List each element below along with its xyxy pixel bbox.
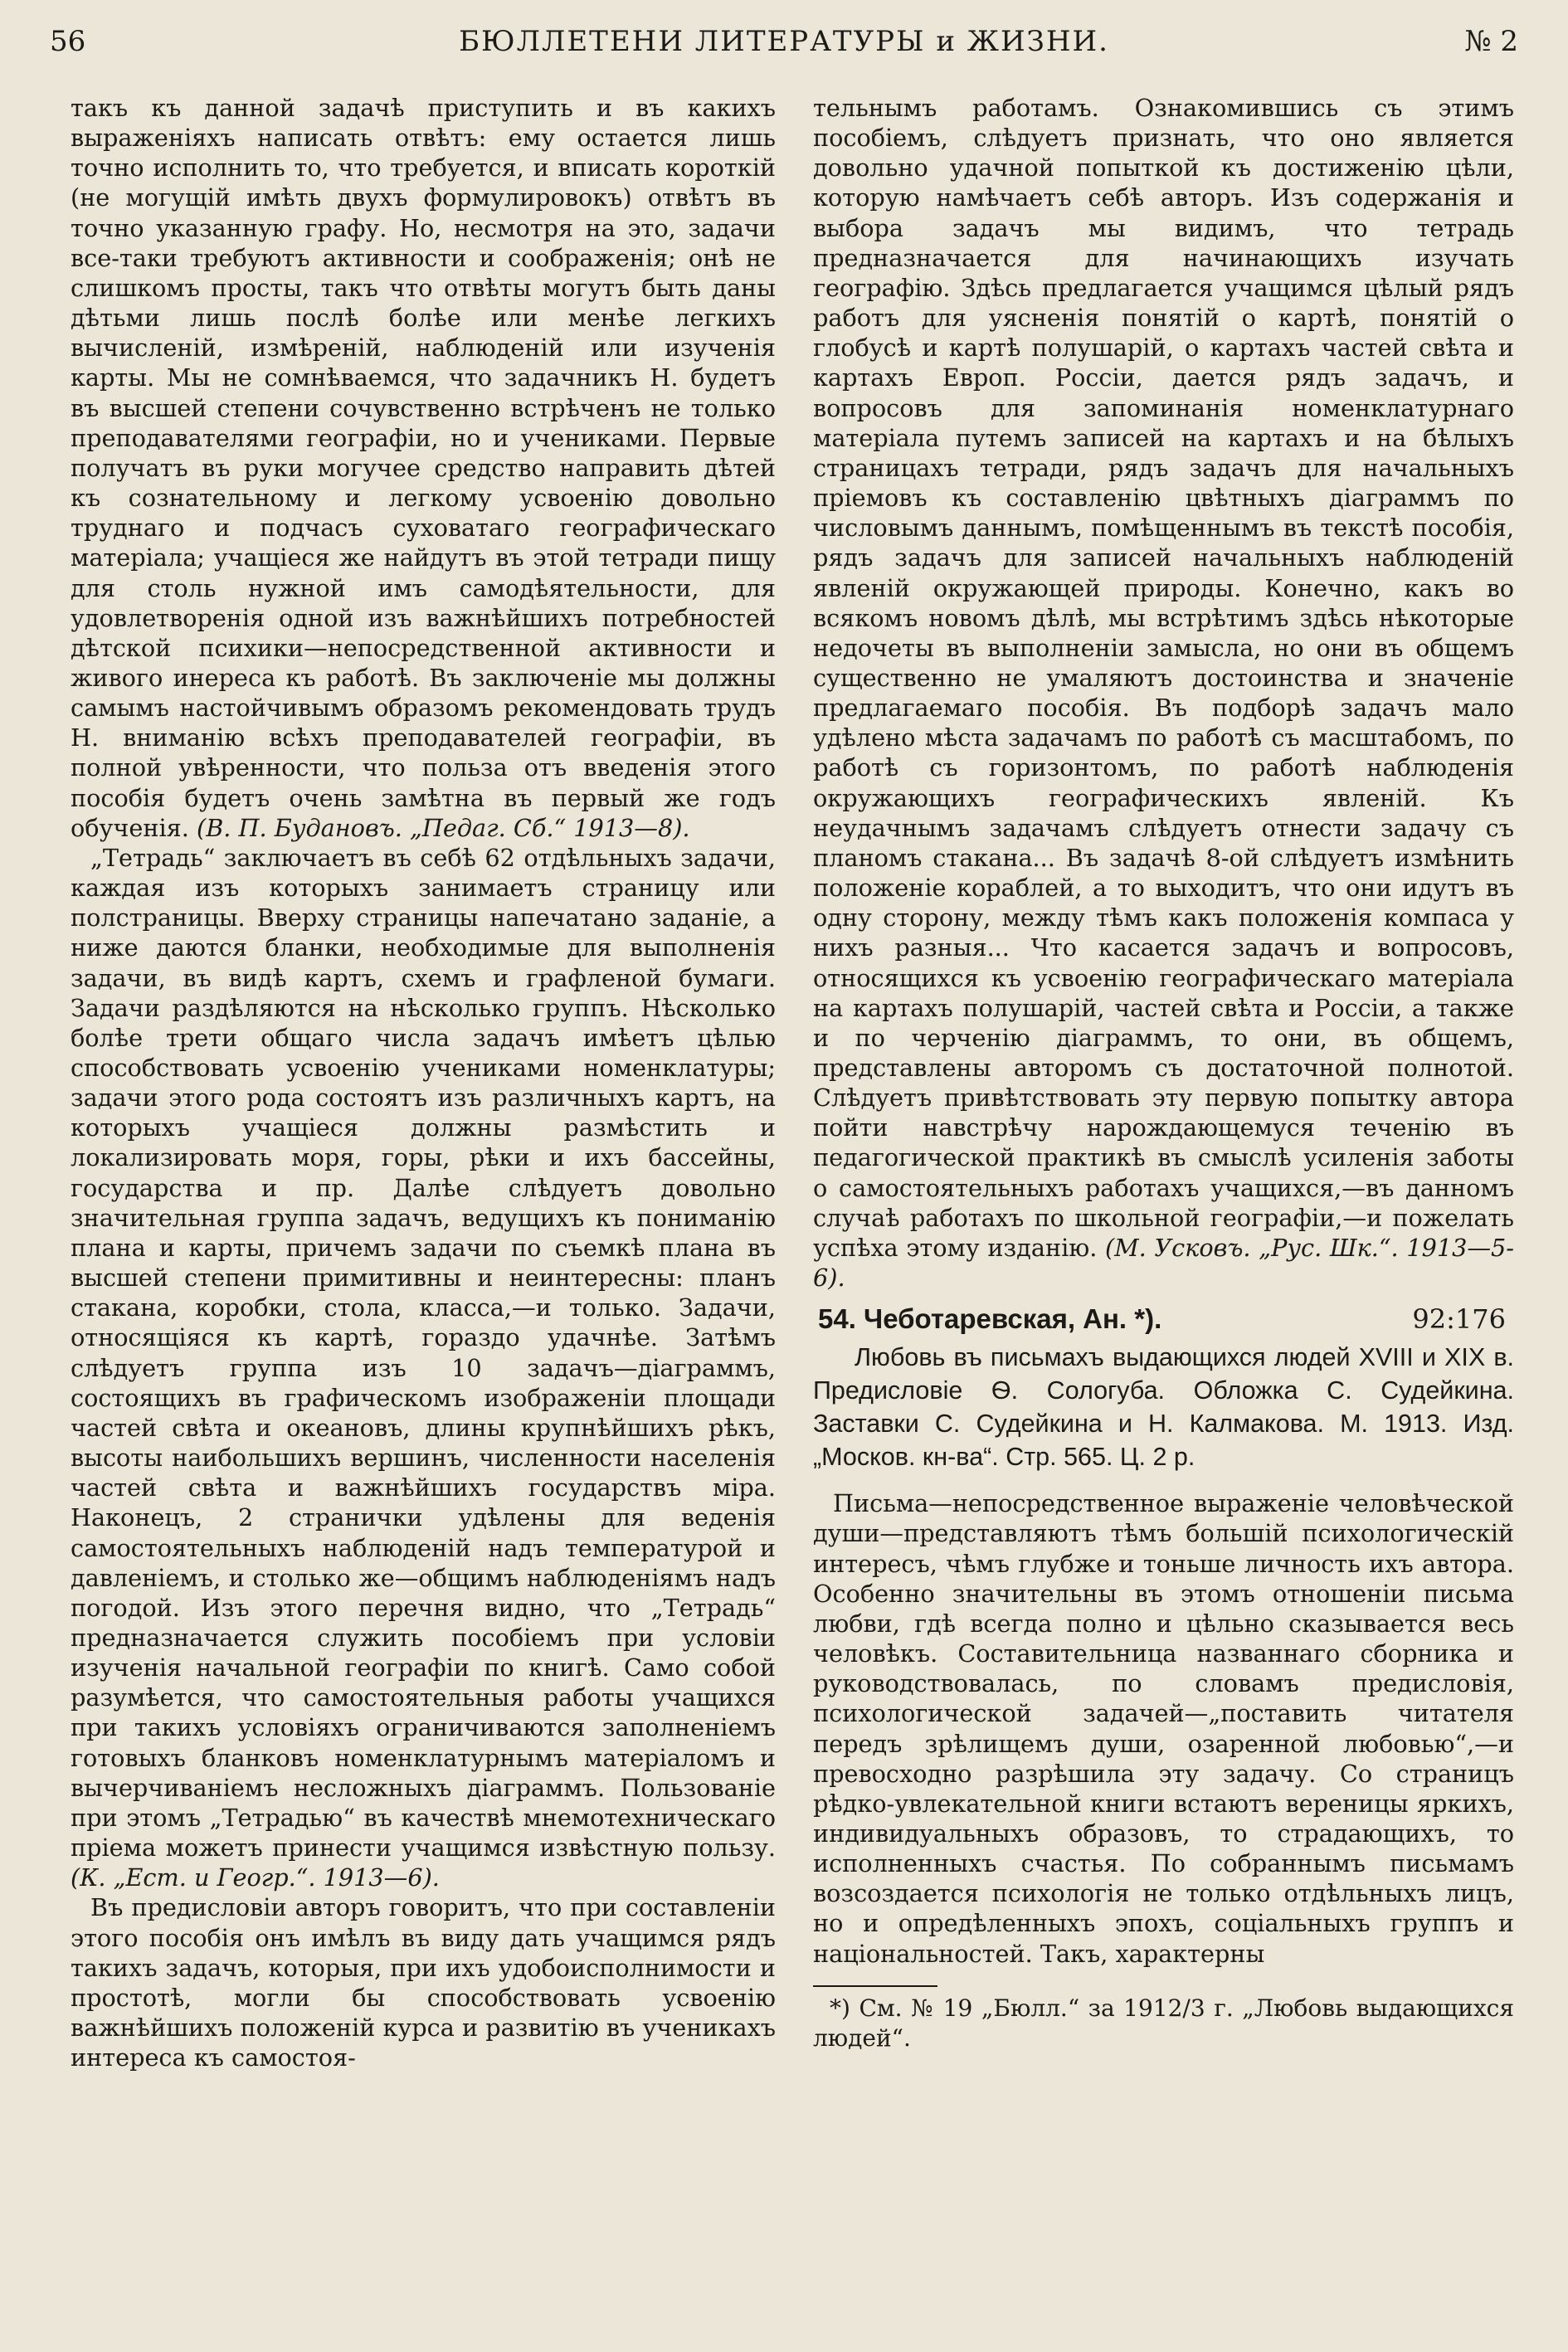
citation: (М. Усковъ. „Рус. Шк.“. 1913—5-6). — [813, 1233, 1514, 1293]
bibliography-entry — [813, 1304, 1514, 1473]
left-column — [71, 93, 776, 2072]
paragraph — [71, 93, 776, 843]
entry-description: Любовь въ письмахъ выдающихся людей XVIII и XIX в. Предисловіе Ѳ. Сологуба. Обложка С. Судейкина. Заставки С. Судейкина и Н. Калмакова. М. 1913. Изд. „Москов. кн-ва“. Стр. 565. Ц. 2 р. — [813, 1343, 1514, 1472]
citation: (К. „Ест. и Геогр.“. 1913—6). — [71, 1863, 440, 1892]
paragraph — [813, 93, 1514, 1293]
right-column — [813, 93, 1514, 2053]
page-number: 56 — [50, 25, 86, 58]
paragraph-text: такъ къ данной задачѣ приступить и въ какихъ выраженіяхъ написать отвѣтъ: ему остается лишь точно исполнить то, что требуется, и вписать короткій (не могущій имѣть двухъ формулировокъ) отвѣтъ въ точно указанную графу. Но, несмотря на это, задачи все-таки требуютъ активности и соображенія; онѣ не слишкомъ просты, такъ что отвѣты могутъ быть даны дѣтьми лишь послѣ болѣе или менѣе легкихъ вычисленій, измѣреній, наблюденій или изученія карты. Мы не сомнѣваемся, что задачникъ Н. будетъ въ высшей степени сочувственно встрѣченъ не только преподавателями географіи, но и учениками. Первые получатъ въ руки могучее средство направить дѣтей къ сознательному и легкому усвоенію довольно труднаго и подчасъ суховатаго географическаго матеріала; учащіеся же найдутъ въ этой тетради пищу для столь нужной имъ самодѣятельности, для удовлетворенія одной изъ важнѣйшихъ потребностей дѣтской психики—непосредственной активности и живого инереса къ работѣ. Въ заключеніе мы должны самымъ настойчивымъ образомъ рекомендовать трудъ Н. вниманію всѣхъ преподавателей географіи, въ полной увѣренности, что польза отъ введенія этого пособія будетъ очень замѣтна въ первый же годъ обученія. — [71, 94, 776, 842]
entry-heading — [813, 1304, 1514, 1337]
issue-number: № 2 — [1464, 25, 1518, 58]
paragraph-text: тельнымъ работамъ. Ознакомившись съ этимъ пособіемъ, слѣдуетъ признать, что оно является довольно удачной попыткой къ достиженію цѣли, которую намѣчаетъ себѣ авторъ. Изъ содержанія и выбора задачъ мы видимъ, что тетрадь предназначается для начинающихъ изучать географію. Здѣсь предлагается учащимся цѣлый рядъ работъ для уясненія понятій о картѣ, понятій о глобусѣ и картѣ полушарій, о картахъ частей свѣта и картахъ Европ. Россіи, дается рядъ задачъ, и вопросовъ для запоминанія номенклатурнаго матеріала путемъ записей на картахъ и на бѣлыхъ страницахъ тетради, рядъ задачъ для начальныхъ пріемовъ къ составленію цвѣтныхъ діаграммъ по числовымъ даннымъ, помѣщеннымъ въ текстѣ пособія, рядъ задачъ для записей начальныхъ наблюденій явленій окружающей природы. Конечно, какъ во всякомъ новомъ дѣлѣ, мы встрѣтимъ здѣсь нѣкоторые недочеты въ выполненіи замысла, но они въ общемъ существенно не умаляютъ достоинства и значеніе предлагаемаго пособія. Въ подборѣ задачъ мало удѣлено мѣста задачамъ по работѣ съ масштабомъ, по работѣ съ горизонтомъ, по работѣ наблюденія окружающихъ географическихъ явленій. Къ неудачнымъ задачамъ слѣдуетъ отнести задачу съ планомъ стакана... Въ задачѣ 8-ой слѣдуетъ измѣнить положеніе кораблей, а то выходитъ, что они идутъ въ одну сторону, между тѣмъ какъ положенія компаса у нихъ разныя... Что касается задачъ и вопросовъ, относящихся къ усвоенію географическаго матеріала на картахъ полушарій, частей свѣта и Россіи, а также и по черченію діаграммъ, то они, въ общемъ, представлены авторомъ съ достаточной полнотой. Слѣдуетъ привѣтствовать эту первую попытку автора пойти навстрѣчу нарождающемуся теченію въ педагогической практикѣ въ смыслѣ усиленія заботы о самостоятельныхъ работахъ учащихся,—въ данномъ случаѣ работахъ по школьной географіи,—и пожелать успѣха этому изданію. — [813, 94, 1514, 1262]
paragraph — [71, 843, 776, 1892]
footnote: *) См. № 19 „Бюлл.“ за 1912/3 г. „Любовь выдающихся людей“. — [813, 1994, 1514, 2052]
paragraph: Письма—непосредственное выраженіе человѣческой души—представляютъ тѣмъ большій психологическій интересъ, чѣмъ глубже и тоньше личность ихъ автора. Особенно значительны въ этомъ отношеніи письма любви, гдѣ всегда полно и цѣльно сказывается весь человѣкъ. Составительница названнаго сборника и руководствовалась, по словамъ предисловія, психологической задачей—„поставить читателя передъ зрѣлищемъ души, озаренной любовью“,—и превосходно разрѣшила эту задачу. Со страницъ рѣдко-увлекательной книги встаютъ вереницы яркихъ, индивидуальныхъ образовъ, то страдающихъ, то исполненныхъ счастья. По собраннымъ письмамъ возсоздается психологія не только отдѣльныхъ лицъ, но и опредѣленныхъ эпохъ, соціальныхъ группъ и національностей. Такъ, характерны — [813, 1489, 1514, 1968]
journal-title: БЮЛЛЕТЕНИ ЛИТЕРАТУРЫ и ЖИЗНИ. — [459, 25, 1109, 58]
paragraph-text: „Тетрадь“ заключаетъ въ себѣ 62 отдѣльныхъ задачи, каждая изъ которыхъ занимаетъ страницу или полстраницы. Вверху страницы напечатано заданіе, а ниже даются бланки, необходимые для выполненія задачи, въ видѣ картъ, схемъ и графленой бумаги. Задачи раздѣляются на нѣсколько группъ. Нѣсколько болѣе трети общаго числа задачъ имѣетъ цѣлью способствовать усвоенію учениками номенклатуры; задачи этого рода состоятъ изъ различныхъ картъ, на которыхъ учащіеся должны размѣстить и локализировать моря, горы, рѣки и ихъ бассейны, государства и пр. Далѣе слѣдуетъ довольно значительная группа задачъ, ведущихъ къ пониманію плана и карты, причемъ задачи по съемкѣ плана въ высшей степени примитивны и неинтересны: планъ стакана, коробки, стола, класса,—и только. Задачи, относящіяся къ картѣ, гораздо удачнѣе. Затѣмъ слѣдуетъ группа изъ 10 задачъ—діаграммъ, состоящихъ въ графическомъ изображеніи площади частей свѣта и океановъ, длины крупнѣйшихъ рѣкъ, высоты наибольшихъ вершинъ, численности населенія частей свѣта и важнѣйшихъ государствъ міра. Наконецъ, 2 странички удѣлены для веденія самостоятельныхъ наблюденій надъ температурой и давленіемъ, и столько же—общимъ наблюденіямъ надъ погодой. Изъ этого перечня видно, что „Тетрадь“ предназначается служить пособіемъ при условіи изученія начальной географіи по книгѣ. Само собой разумѣется, что самостоятельныя работы учащихся при такихъ условіяхъ ограничиваются заполненіемъ готовыхъ бланковъ номенклатурнымъ матеріаломъ и вычерчиваніемъ несложныхъ діаграммъ. Пользованіе при этомъ „Тетрадью“ въ качествѣ мнемотехническаго пріема можетъ принести учащимся извѣстную пользу. — [71, 843, 776, 1863]
entry-code: 92:176 — [1412, 1303, 1506, 1336]
paragraph: Въ предисловіи авторъ говоритъ, что при составленіи этого пособія онъ имѣлъ въ виду дать учащимся рядъ такихъ задачъ, которыя, при ихъ удобоисполнимости и простотѣ, могли бы способствовать усвоенію важнѣйшихъ положеній курса и развитію въ ученикахъ интереса къ самостоя- — [71, 1893, 776, 2072]
citation: (В. П. Будановъ. „Педаг. Сб.“ 1913—8). — [197, 813, 690, 842]
page-header — [50, 25, 1518, 65]
entry-author: 54. Чеботаревская, Ан. *). — [818, 1303, 1162, 1335]
footnote-divider — [813, 1985, 937, 1987]
